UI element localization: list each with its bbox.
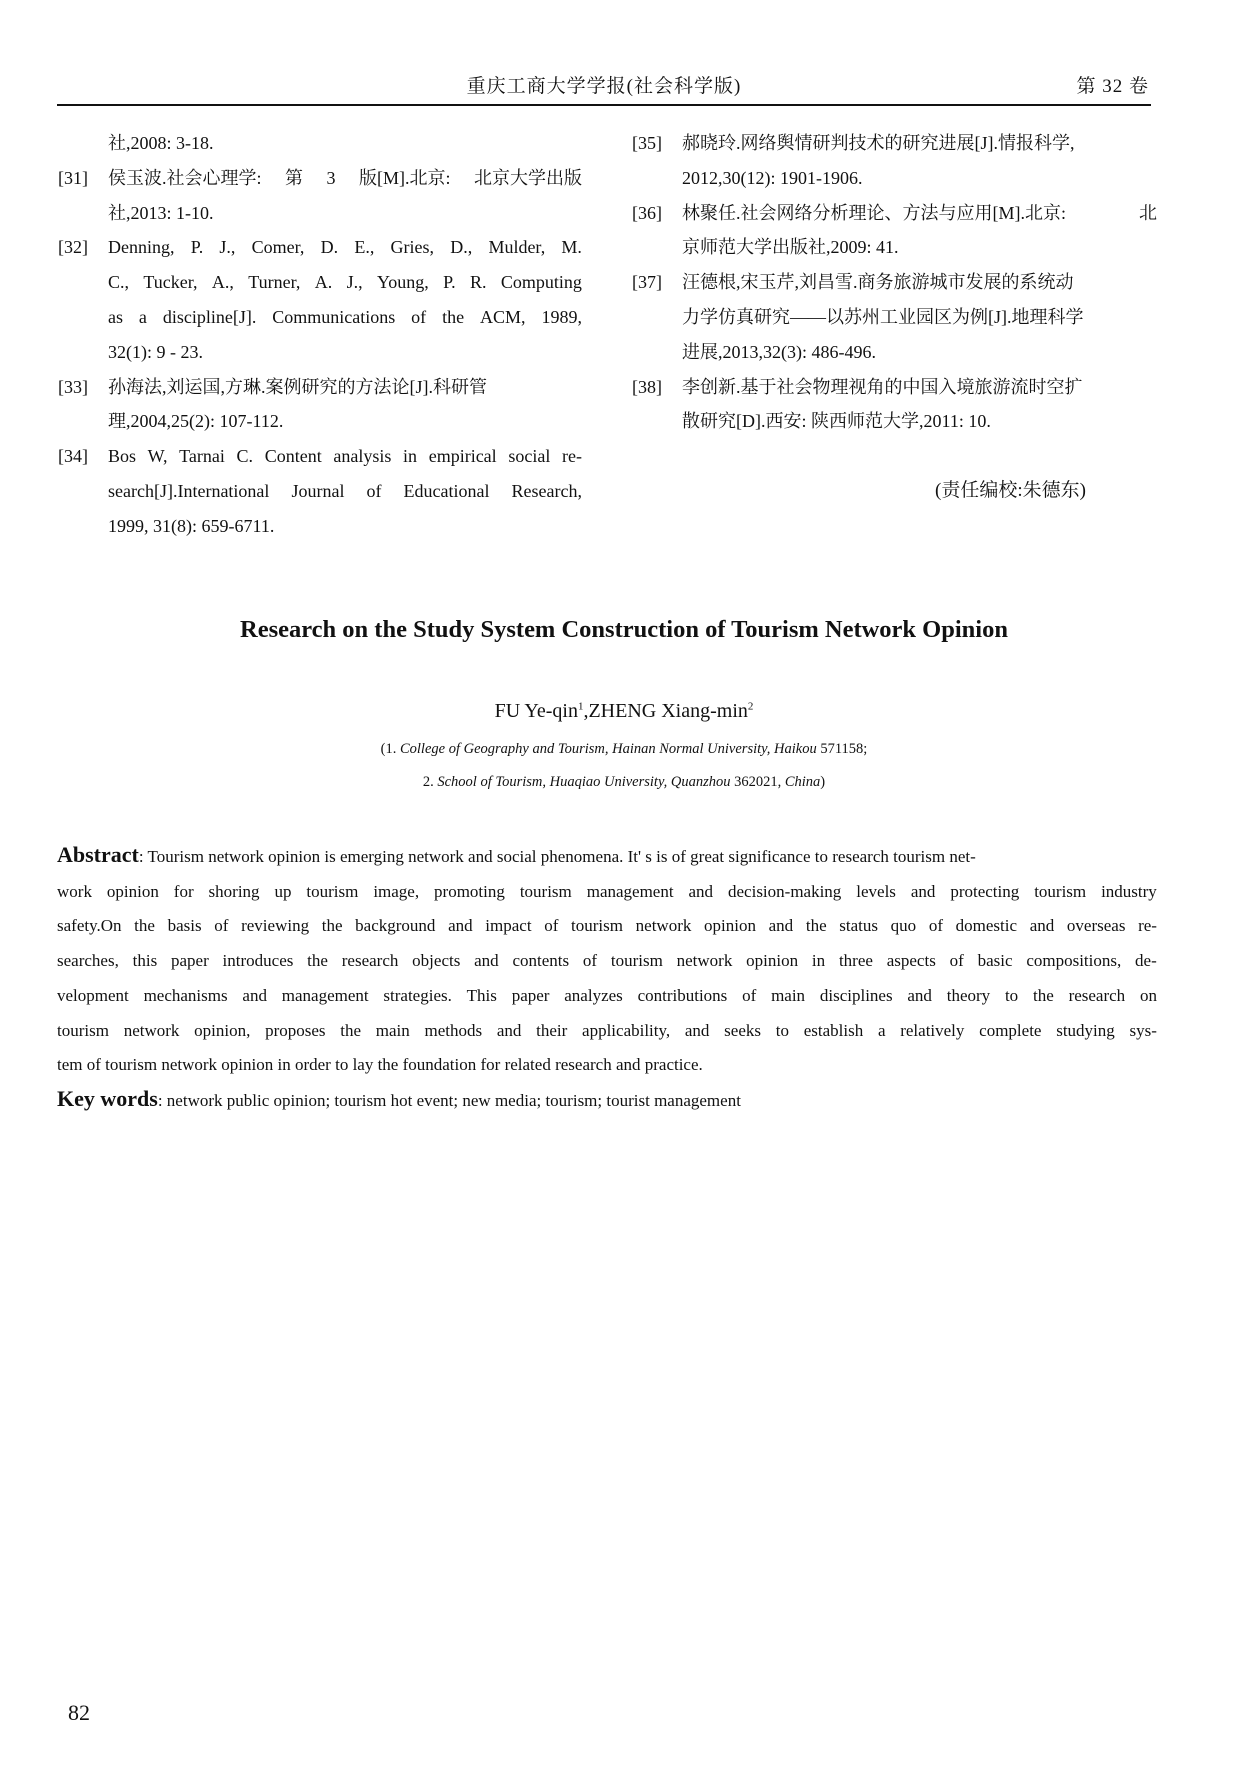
reference-indent: [58, 300, 108, 335]
reference-indent: [58, 126, 108, 161]
reference-line: Denning, P. J., Comer, D. E., Gries, D., Mulder, M.: [108, 237, 582, 258]
affiliation-1: [0, 741, 1248, 758]
reference-line: 京师范大学出版社,2009: 41.: [682, 237, 899, 258]
reference-line: 林聚任.社会网络分析理论、方法与应用[M].北京: 北: [682, 202, 1157, 223]
affiliation-2-text: School of Tourism, Huaqiao University, Quanzhou: [437, 774, 731, 790]
reference-number: [38]: [632, 376, 662, 397]
abstract-line: [57, 875, 1157, 910]
reference-line: 郝晓玲.网络舆情研判技术的研究进展[J].情报科学,: [682, 133, 1075, 153]
author-separator: ,: [583, 700, 589, 722]
reference-line: search[J].International Journal of Educational Research,: [108, 480, 582, 501]
reference-line: 侯玉波.社会心理学: 第 3 版[M].北京: 北京大学出版: [108, 167, 582, 188]
reference-entry: [58, 126, 582, 161]
author-2: ZHENG Xiang-min: [588, 700, 748, 722]
affiliation-2-country: China: [784, 774, 821, 790]
references-right-column: [632, 126, 1157, 439]
abstract-text: velopment mechanisms and management strategies. This paper analyzes contributions of main disciplines and theory to the research on: [57, 985, 1157, 1005]
keywords-label: Key words: [57, 1086, 158, 1111]
abstract-line: [57, 838, 1157, 875]
author-1: FU Ye-qin: [494, 700, 578, 722]
reference-entry: [632, 370, 1157, 440]
abstract-text: work opinion for shoring up tourism image, promoting tourism management and decision-making levels and protecting tourism industry: [57, 881, 1157, 901]
authors: [0, 700, 1248, 723]
reference-indent: [58, 335, 108, 370]
affiliation-2-prefix: 2.: [422, 774, 434, 790]
abstract-text: searches, this paper introduces the research objects and contents of tourism network opinion in three aspects of basic compositions, de-: [57, 951, 1157, 971]
reference-indent: [58, 509, 108, 544]
reference-line: 李创新.基于社会物理视角的中国入境旅游流时空扩: [682, 376, 1083, 397]
reference-line: C., Tucker, A., Turner, A. J., Young, P. R. Computing: [108, 272, 582, 293]
reference-line: 理,2004,25(2): 107-112.: [108, 411, 284, 432]
references-left-column: [58, 126, 582, 544]
author-1-affil-mark: 1: [577, 700, 584, 713]
page-number: 82: [68, 1700, 90, 1725]
reference-number: [35]: [632, 133, 662, 153]
reference-line: 32(1): 9 - 23.: [108, 341, 203, 362]
abstract-text: tem of tourism network opinion in order to lay the foundation for related research and practice.: [57, 1055, 703, 1075]
keywords: [57, 1086, 741, 1112]
reference-indent: [632, 161, 682, 196]
affiliation-2: [0, 774, 1248, 791]
abstract-line: [57, 1014, 1157, 1049]
abstract-line: [57, 944, 1157, 979]
affiliation-1-text: College of Geography and Tourism, Hainan Normal University, Haikou: [399, 741, 817, 757]
reference-indent: [632, 230, 682, 265]
reference-line: as a discipline[J]. Communications of the ACM, 1989,: [108, 306, 582, 327]
reference-indent: [58, 404, 108, 439]
editor-note: (责任编校:朱德东): [935, 480, 1086, 501]
keywords-text: : network public opinion; tourism hot event; new media; tourism; tourist management: [157, 1091, 741, 1110]
reference-entry: [58, 230, 582, 369]
abstract-line: [57, 909, 1157, 944]
abstract-label: Abstract: [57, 842, 139, 867]
reference-entry: [632, 265, 1157, 369]
abstract-text: tourism network opinion, proposes the main methods and their applicability, and seeks to establish a relatively complete studying sys-: [57, 1020, 1157, 1040]
reference-indent: [632, 404, 682, 439]
reference-indent: [58, 474, 108, 509]
reference-number: [31]: [58, 167, 88, 188]
reference-line: 孙海法,刘运国,方琳.案例研究的方法论[J].科研管: [108, 376, 487, 397]
affiliation-1-prefix: (1.: [380, 741, 397, 757]
reference-indent: [632, 335, 682, 370]
reference-number: [34]: [58, 446, 88, 467]
abstract-text: : Tourism network opinion is emerging network and social phenomena. It' s is of great significance to research tourism net-: [138, 847, 976, 866]
reference-line: 汪德根,宋玉芹,刘昌雪.商务旅游城市发展的系统动: [682, 272, 1074, 293]
abstract: [57, 838, 1157, 1083]
abstract-line: [57, 979, 1157, 1014]
volume-label: 第 32 卷: [1076, 76, 1149, 97]
paper-title: Research on the Study System Construction of Tourism Network Opinion: [240, 616, 1008, 643]
reference-entry: [58, 161, 582, 231]
reference-number: [33]: [58, 376, 88, 397]
journal-name: 重庆工商大学学报(社会科学版): [466, 76, 742, 97]
affiliation-2-close: ): [820, 774, 826, 790]
reference-entry: [58, 439, 582, 543]
reference-indent: [58, 265, 108, 300]
reference-line: 社,2013: 1-10.: [108, 202, 214, 223]
reference-line: 1999, 31(8): 659-6711.: [108, 515, 275, 536]
author-2-affil-mark: 2: [747, 700, 754, 713]
abstract-line: [57, 1048, 1157, 1083]
reference-number: [32]: [58, 237, 88, 258]
reference-line: 散研究[D].西安: 陕西师范大学,2011: 10.: [682, 411, 991, 432]
reference-line: 2012,30(12): 1901-1906.: [682, 167, 863, 188]
reference-entry: [632, 196, 1157, 266]
reference-line: 力学仿真研究——以苏州工业园区为例[J].地理科学: [682, 306, 1084, 327]
abstract-text: safety.On the basis of reviewing the background and impact of tourism network opinion and the status quo of domestic and overseas re-: [57, 916, 1157, 936]
reference-indent: [58, 196, 108, 231]
running-header: [57, 68, 1151, 106]
reference-entry: [632, 126, 1157, 196]
affiliation-2-code: 362021,: [734, 774, 782, 790]
reference-number: [36]: [632, 202, 662, 223]
reference-indent: [632, 300, 682, 335]
reference-line: Bos W, Tarnai C. Content analysis in empirical social re-: [108, 446, 582, 467]
reference-line: 社,2008: 3-18.: [108, 133, 214, 153]
reference-number: [37]: [632, 272, 662, 293]
reference-line: 进展,2013,32(3): 486-496.: [682, 341, 876, 362]
affiliation-1-code: 571158;: [820, 741, 868, 757]
reference-entry: [58, 370, 582, 440]
